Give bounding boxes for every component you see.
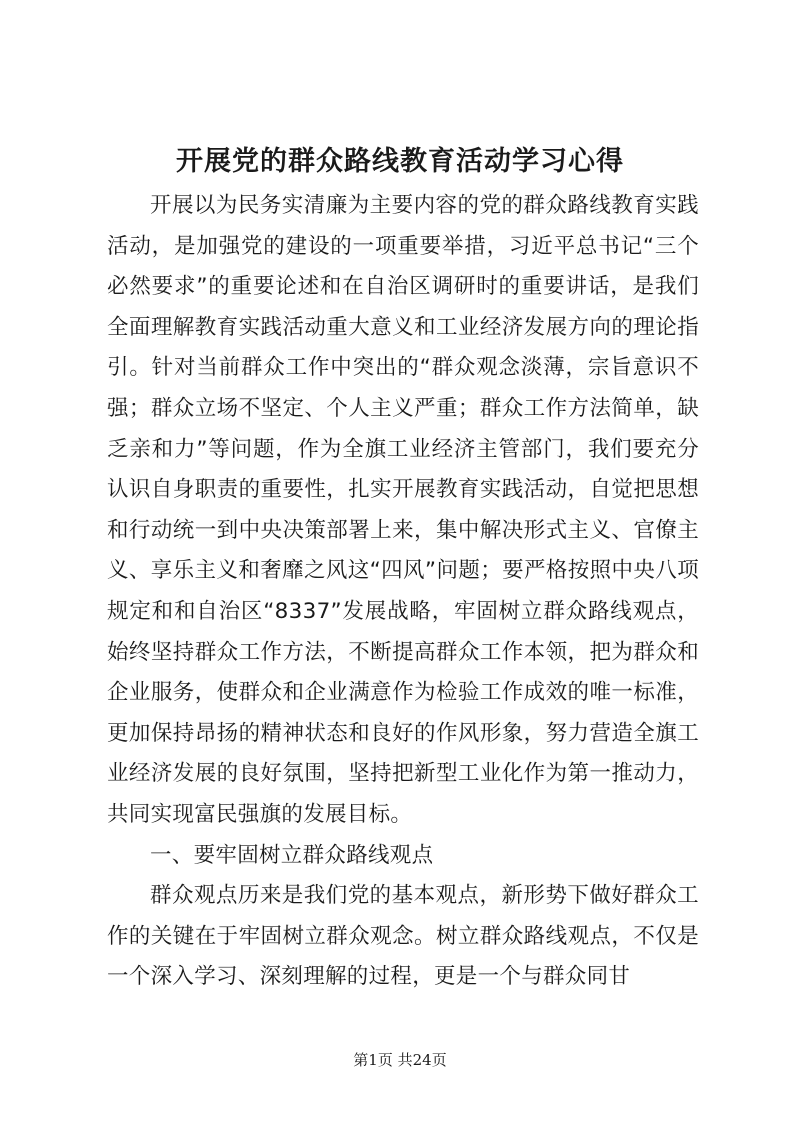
paragraph-intro: 开展以为民务实清廉为主要内容的党的群众路线教育实践活动，是加强党的建设的一项重要举措，习近平总书记“三个必然要求”的重要论述和在自治区调研时的重要讲话，是我们全面理解教育实践活动重大意义和工业经济发展方向的理论指引。针对当前群众工作中突出的“群众观念淡薄，宗旨意识不强；群众立场不坚定、个人主义严重；群众工作方法简单，缺乏亲和力”等问题，作为全旗工业经济主管部门，我们要充分认识自身职责的重要性，扎实开展教育实践活动，自觉把思想和行动统一到中央决策部署上来，集中解决形式主义、官僚主义、享乐主义和奢靡之风这“四风”问题；要严格按照中央八项规定和和自治区“8337”发展战略，牢固树立群众路线观点，始终坚持群众工作方法，不断提高群众工作本领，把为群众和企业服务，使群众和企业满意作为检验工作成效的唯一标准，更加保持昂扬的精神状态和良好的作风形象，努力营造全旗工业经济发展的良好氛围，坚持把新型工业化作为第一推动力，共同实现富民强旗的发展目标。: [107, 193, 699, 827]
document-body: [107, 186, 699, 998]
paragraph-section-1: 群众观点历来是我们党的基本观点，新形势下做好群众工作的关键在于牢固树立群众观念。树立群众路线观点，不仅是一个深入学习、深刻理解的过程，更是一个与群众同甘: [107, 883, 699, 990]
section-heading-1: 一、要牢固树立群众路线观点: [150, 842, 434, 868]
document-title: 开展党的群众路线教育活动学习心得: [176, 146, 624, 177]
page-footer: 第1页 共24页: [353, 1051, 447, 1069]
